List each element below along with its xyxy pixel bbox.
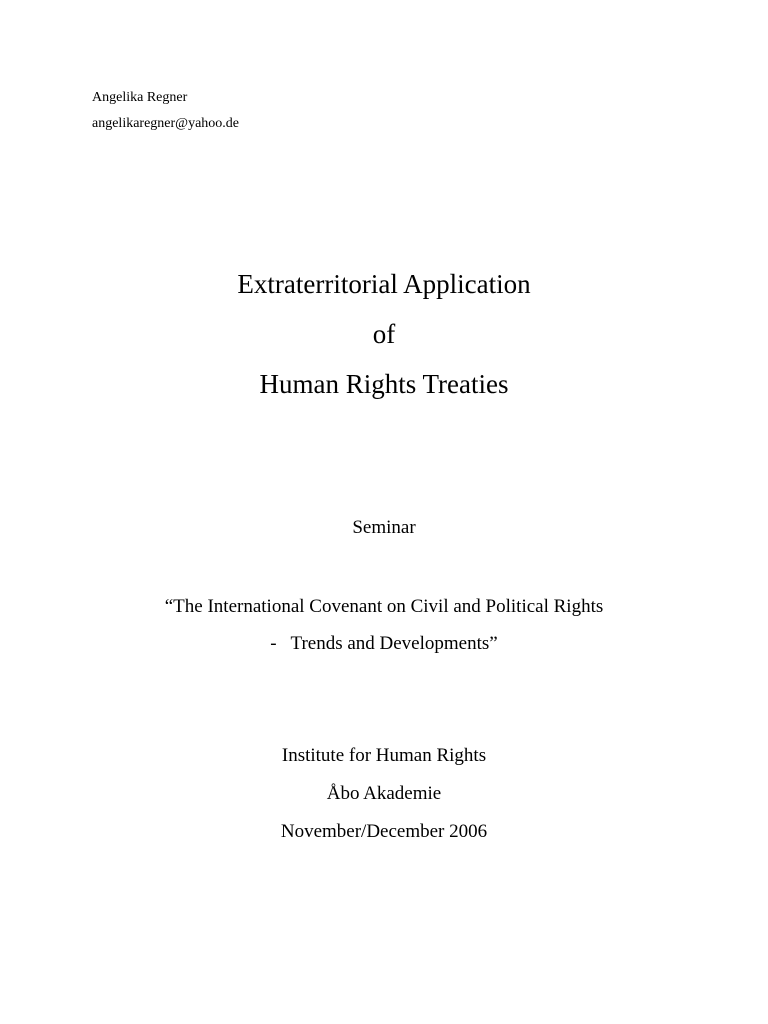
document-title [0,259,768,409]
seminar-title [0,588,768,662]
seminar-label: Seminar [352,517,416,538]
title-line-2: of [372,319,396,349]
title-line-1: Extraterritorial Application [237,269,531,299]
university-name: Åbo Akademie [326,783,442,804]
institution-name: Institute for Human Rights [281,745,487,766]
seminar-title-line-1: “The International Covenant on Civil and Political Rights [164,596,604,617]
author-block [92,85,239,137]
seminar-title-line-2: - Trends and Developments” [270,633,498,654]
author-email: angelikaregner@yahoo.de [92,116,239,131]
title-line-3: Human Rights Treaties [259,369,509,399]
author-name: Angelika Regner [92,90,188,105]
institution-block [0,737,768,851]
seminar-date: November/December 2006 [280,821,488,842]
